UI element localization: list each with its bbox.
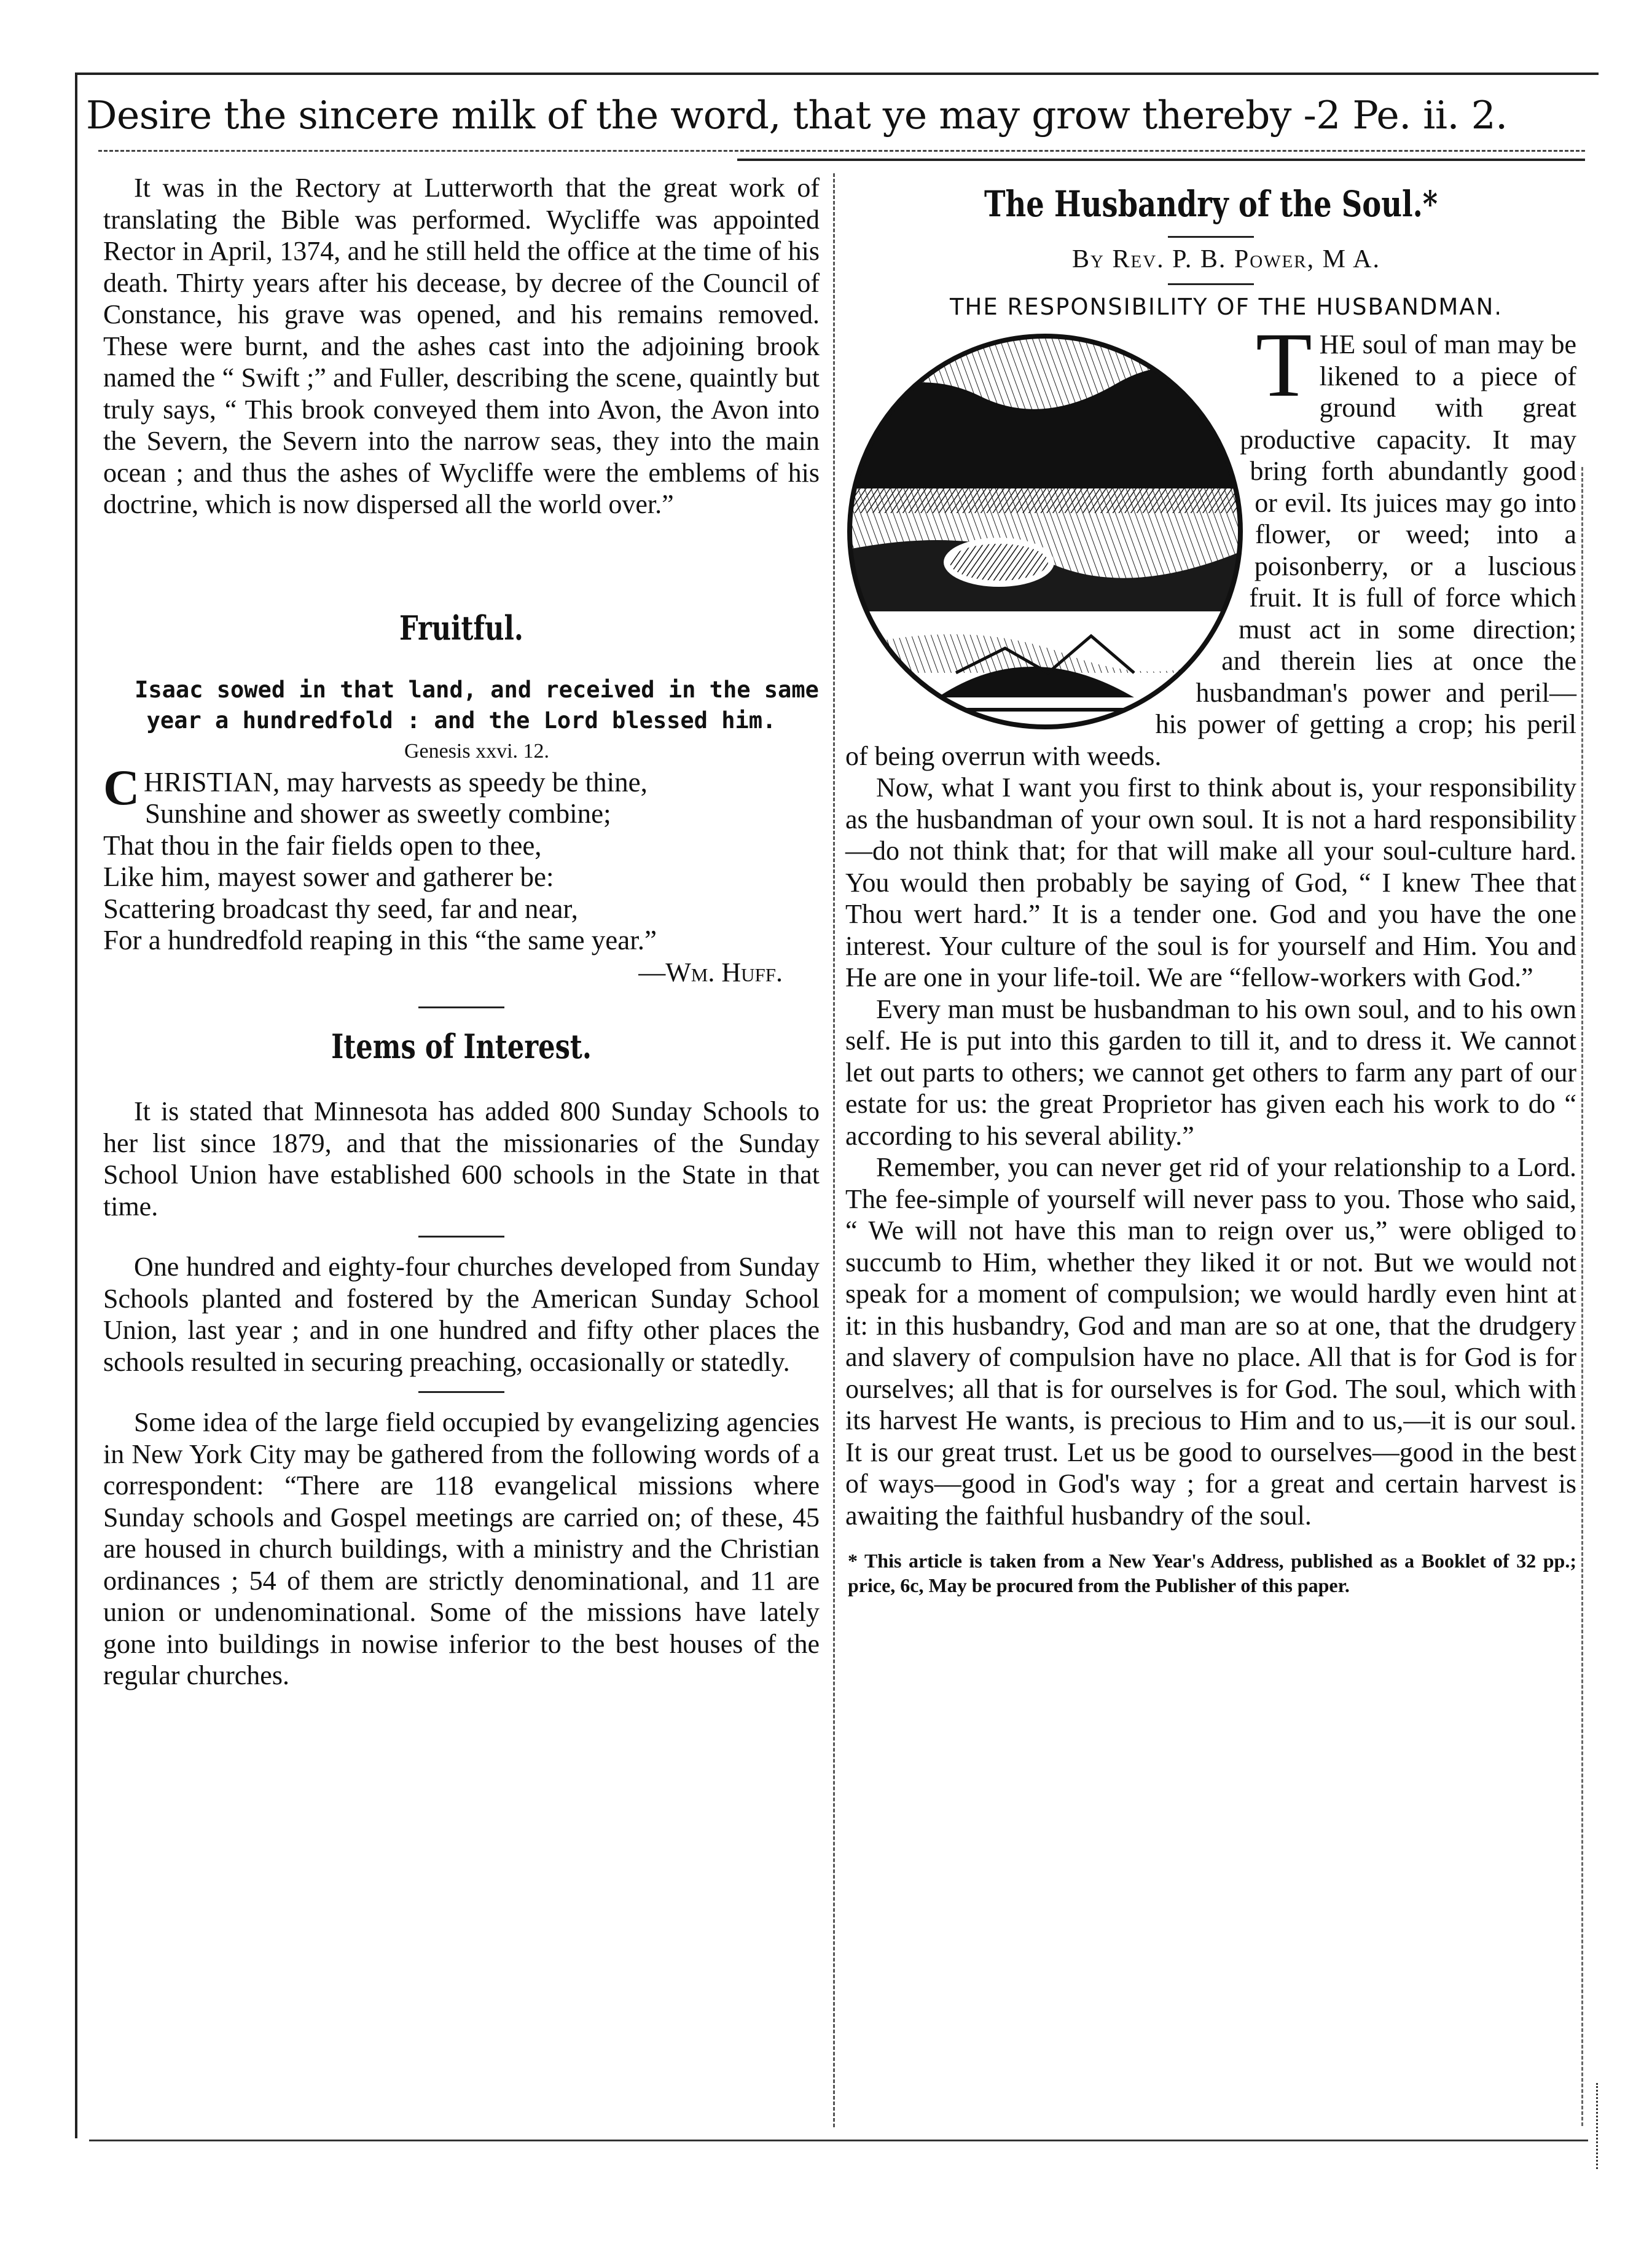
husbandry-byline: By Rev. P. B. Power, M A. [1072, 245, 1380, 273]
frame-top-border [75, 73, 1599, 75]
husbandry-dropcap: T [1256, 314, 1312, 416]
fruitful-title: Fruitful. [399, 608, 523, 648]
item-paragraph-churches: One hundred and eighty-four churches developed from Sunday Schools planted and fostered by the American Sunday School Union, last year ; and in one hundred and fifty other places the schools resulted in securing preaching, occasionally or statedly. [103, 1252, 820, 1377]
poem-line: Like him, mayest sower and gatherer be: [103, 861, 554, 892]
husbandry-paragraph: HE soul of man may be likened to a piece of ground with great productive capacity. It may bring forth abundantly good or evil. Its juices may go into flower, or weed; into a poisonberry, or a luscious fruit. It is full of force which must act in some direction; and therein lies at once the husbandman's power and peril—his power of getting a crop; his peril of being overrun with weeds. [845, 329, 1576, 771]
husbandry-footnote: * This article is taken from a New Year's Address, published as a Booklet of 32 pp.; price, 6c, May be procured from the Publisher of this paper. [848, 1550, 1576, 1596]
poem-author: —Wm. Huff. [638, 957, 783, 987]
poem-line: Sunshine and shower as sweetly combine; [145, 798, 611, 829]
poem-line: Scattering broadcast thy seed, far and near, [103, 893, 578, 924]
fruitful-poem [103, 759, 820, 989]
left-column [103, 172, 820, 1692]
item-paragraph-minnesota: It is stated that Minnesota has added 800 Sunday Schools to her list since 1879, and that the missionaries of the Sunday School Union have established 600 schools in the State in that time. [103, 1096, 820, 1222]
header-rule-solid [737, 159, 1585, 161]
frame-bottom-border [89, 2140, 1588, 2141]
poem-line: For a hundredfold reaping in this “the same year.” [103, 925, 657, 955]
item-paragraph-new-york: Some idea of the large field occupied by evangelizing agencies in New York City may be gathered from the following words of a correspondent: “There are 118 evangelical missions where Sunday schools and Gospel meetings are carried on; of these, 45 are housed in church buildings, with a ministry and the Christian ordinances ; 54 of them are strictly denominational, and 11 are union or undenominational. Some of the missions have lately gone into buildings in nowise inferior to the best houses of the regular churches. [103, 1407, 820, 1690]
header-epigraph: Desire the sincere milk of the word, that ye may grow thereby -2 Pe. ii. 2. [86, 93, 1508, 138]
poem-line: That thou in the fair fields open to thee, [103, 830, 542, 861]
husbandry-paragraph: Now, what I want you first to think about is, your responsibility as the husbandman of your own soul. It is not a hard responsibility—do not think that; for that will make all your soul-culture hard. You would then probably be saying of God, “ I knew Thee that Thou wert hard.” It is a tender one. God and you have the one interest. Your culture of the soul is for yourself and Him. You and He are one in your life-toil. We are “fellow-workers with God.” [845, 772, 1576, 992]
poem-line: HRISTIAN, may harvests as speedy be thine, [144, 766, 648, 798]
right-column [845, 179, 1576, 1598]
husbandry-title: The Husbandry of the Soul.* [984, 183, 1438, 225]
husbandry-paragraph: Remember, you can never get rid of your relationship to a Lord. The fee-simple of yourself will never pass to you. Those who said, “ We will not have this man to reign over us,” were obliged to succumb to Him, whether they liked it or not. But we would not speak for a moment of compulsion; we would hardly even hint at it: in this husbandry, God and man are so at one, that the drudgery and slavery of compulsion have no place. All that is for God is for ourselves; all that is for ourselves is for God. The soul, which with its harvest He wants, is precious to Him and to us,—it is our soul. It is our great trust. Let us be good to ourselves—good in the best of ways—good in God's way ; for a great and certain harvest is awaiting the faithful husbandry of the soul. [845, 1152, 1576, 1531]
column-divider [833, 173, 835, 2127]
husbandry-paragraph: Every man must be husbandman to his own soul, and to his own self. He is put into this garden to till it, and to dress it. We cannot let out parts to others; we cannot get others to farm any part of our estate for us: the great Proprietor has given each his work to do “ according to his several ability.” [845, 994, 1576, 1151]
fruitful-reference: Genesis xxvi. 12. [404, 739, 550, 763]
items-title: Items of Interest. [331, 1027, 592, 1066]
husbandry-subhead: THE RESPONSIBILITY OF THE HUSBANDMAN. [949, 293, 1503, 320]
landscape-illustration-icon [845, 329, 1245, 734]
wycliffe-paragraph: It was in the Rectory at Lutterworth that the great work of translating the Bible was performed. Wycliffe was appointed Rector in April, 1374, and he still held the office at the time of his death. Thirty years after his decease, by decree of the Council of Constance, his grave was opened, and his remains removed. These were burnt, and the ashes cast into the adjoining brook named the “ Swift ;” and Fuller, describing the scene, quaintly but truly says, “ This brook conveyed them into Avon, the Avon into the Severn, the Severn into the narrow seas, they into the main ocean ; and thus the ashes of Wycliffe were the emblems of his doctrine, which is now dispersed all the world over.” [103, 173, 820, 519]
poem-dropcap: C [103, 759, 140, 815]
frame-right-fragment [1596, 2083, 1600, 2169]
column-right-edge [1581, 467, 1583, 2126]
fruitful-verse: Isaac sowed in that land, and received in the same year a hundredfold : and the Lord blessed him. [135, 676, 819, 734]
frame-left-border [75, 73, 77, 2138]
header-rule-dashed [98, 150, 1585, 152]
